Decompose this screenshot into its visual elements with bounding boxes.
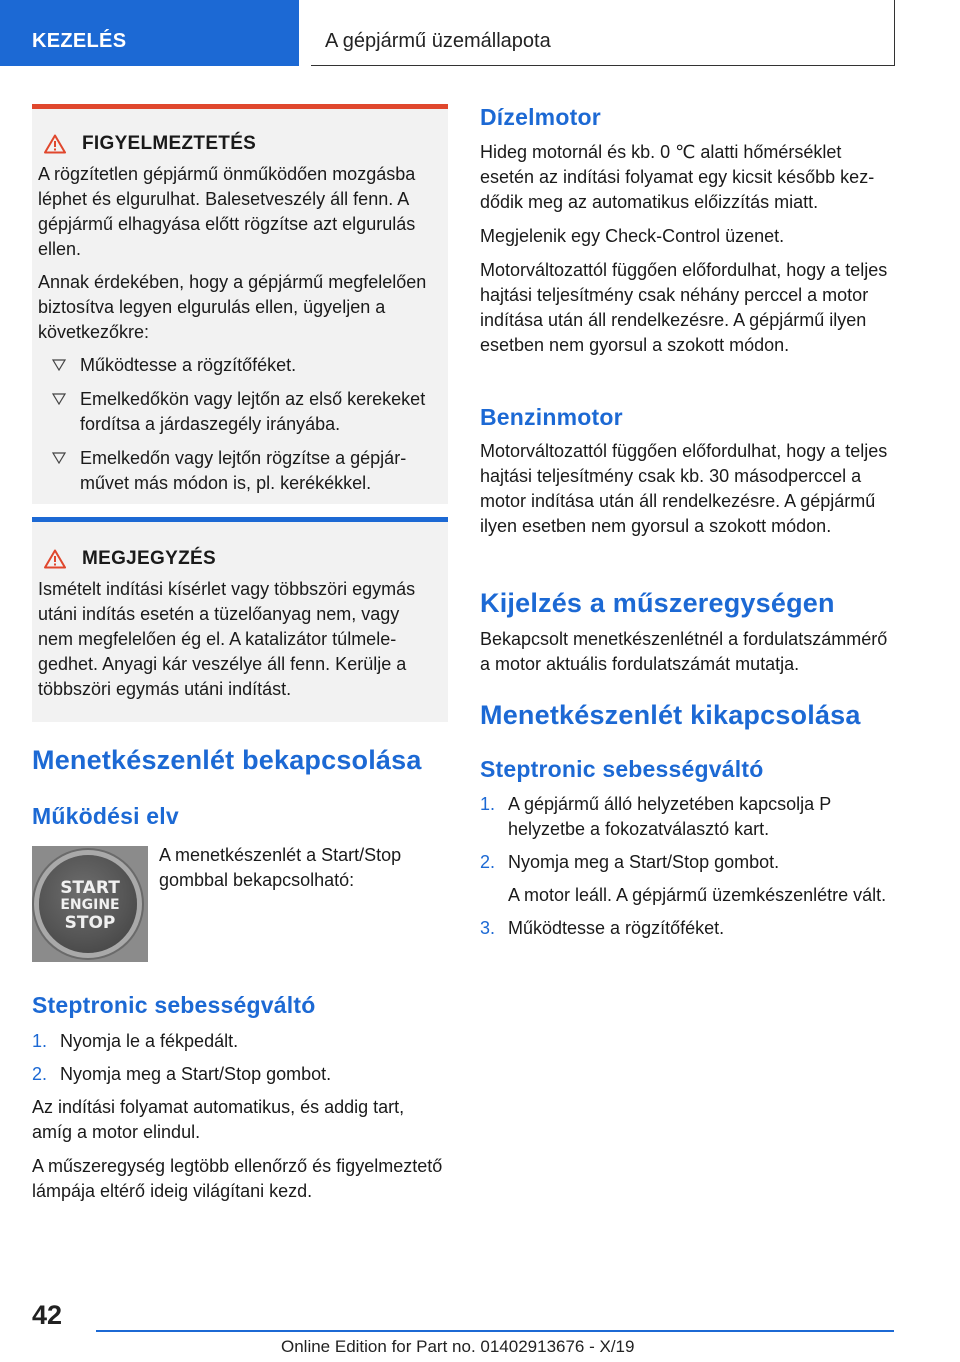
footer-edition: Online Edition for Part no. 01402913676 - X/19	[281, 1337, 635, 1356]
paragraph: A menetkészenlét a Start/Stop gombbal bekapcsolható:	[159, 845, 402, 890]
step-result-text: A motor leáll. A gépjármű üzemkészenlétre vált.	[508, 885, 887, 905]
step-text: Nyomja le a fékpedált.	[60, 1031, 239, 1051]
button-label: START	[60, 878, 120, 898]
subsection-heading: Működési elv	[32, 803, 179, 829]
section-heading: Menetkészenlét kikapcsolása	[480, 700, 861, 730]
step-number: 3.	[480, 918, 496, 938]
warning-paragraph: A rögzítetlen gépjármű önműködően mozgásba léphet és elgurulhat. Balesetveszély áll fenn. A gépjármű elhagyása előtt rögzítse azt elgurulás ellen.	[38, 164, 416, 259]
warning-triangle-icon	[44, 549, 66, 569]
page-header-title: A gépjármű üzemállapota	[311, 0, 895, 66]
paragraph: Megjelenik egy Check-Control üzenet.	[480, 226, 785, 246]
subsection-heading: Steptronic sebességváltó	[32, 992, 316, 1018]
paragraph: Motorváltozattól függően előfordulhat, hogy a teljes hajtási teljesítmény csak néhány perccel a motor indítása után áll rendelkezésre. A gépjármű ilyen esetben nem gyorsul a szokott módon.	[480, 260, 888, 355]
step-text: A gépjármű álló helyzetében kapcsolja P helyzetbe a fokozatválasztó kart.	[508, 794, 831, 839]
section-heading: Kijelzés a műszeregységen	[480, 588, 835, 618]
step-text: Nyomja meg a Start/Stop gombot.	[508, 852, 780, 872]
warning-title: FIGYELMEZTETÉS	[82, 133, 257, 154]
step-number: 2.	[32, 1064, 48, 1084]
step-text: Működtesse a rögzítőféket.	[508, 918, 725, 938]
display-text	[480, 627, 896, 686]
list-item-text: Működtesse a rögzítőféket.	[80, 355, 297, 375]
note-header	[44, 546, 436, 571]
step-number: 1.	[32, 1031, 48, 1051]
note-box	[32, 517, 448, 722]
chapter-tab: KEZELÉS	[0, 0, 299, 66]
note-paragraph: Ismételt indítási kísérlet vagy többszöri egymás utáni indítás esetén a tüzelőanyag nem, vagy nem megfelelően ég el. A katalizátor túlmelegedhet. Anyagi kár veszélye áll fenn. Kerülje a többszöri egymás utáni indítást.	[38, 579, 416, 699]
paragraph: A műszeregység legtöbb ellenőrző és figyelmeztető lámpája eltérő ideig világítani kezd.	[32, 1156, 443, 1201]
button-label: ENGINE	[60, 897, 120, 913]
note-title: MEGJEGYZÉS	[82, 548, 216, 569]
start-stop-button-image	[32, 846, 148, 962]
warning-box	[32, 104, 448, 504]
warning-list	[38, 353, 436, 496]
step-item	[32, 1062, 448, 1087]
bullet-triangle-icon	[52, 393, 66, 405]
step-list	[480, 792, 896, 941]
paragraph: Bekapcsolt menetkészenlétnél a fordulatszámmérő a motor aktuális fordulatszámát mutatja.	[480, 629, 888, 674]
bullet-triangle-icon	[52, 359, 66, 371]
steptronic-start-steps	[32, 1029, 448, 1213]
principle-text	[159, 843, 449, 902]
step-number: 2.	[480, 852, 496, 872]
warning-triangle-icon	[44, 134, 66, 154]
step-item	[32, 1029, 448, 1054]
warning-header	[44, 131, 436, 156]
subsection-heading: Dízelmotor	[480, 104, 601, 130]
subsection-heading: Steptronic sebességváltó	[480, 756, 764, 782]
paragraph: Hideg motornál és kb. 0 ℃ alatti hőmérséklet esetén az indítási folyamat egy kicsit később kezdődik meg az automatikus előizzítás miatt.	[480, 142, 875, 212]
page-number: 42	[32, 1300, 63, 1330]
step-number: 1.	[480, 794, 496, 814]
steptronic-stop-steps	[480, 792, 896, 949]
warning-list-item	[38, 353, 436, 378]
step-item	[480, 916, 896, 941]
subsection-heading: Benzinmotor	[480, 404, 623, 430]
step-item	[480, 850, 896, 908]
petrol-text	[480, 439, 896, 548]
warning-list-item	[38, 446, 436, 496]
paragraph: Az indítási folyamat automatikus, és addig tart, amíg a motor elindul.	[32, 1097, 405, 1142]
step-item	[480, 792, 896, 842]
button-label: STOP	[64, 913, 116, 933]
paragraph: Motorváltozattól függően előfordulhat, hogy a teljes hajtási teljesítmény csak kb. 30 másodperccel a motor indítása után áll rendelkezésre. A gépjármű ilyen esetben nem gyorsul a szokott módon.	[480, 441, 888, 536]
bullet-triangle-icon	[52, 452, 66, 464]
section-heading: Menetkészenlét bekapcsolása	[32, 745, 422, 775]
warning-list-item	[38, 387, 436, 437]
step-text: Nyomja meg a Start/Stop gombot.	[60, 1064, 332, 1084]
diesel-text	[480, 140, 896, 367]
list-item-text: Emelkedőkön vagy lejtőn az első kerekeket fordítsa a járdaszegély irányába.	[80, 389, 426, 434]
warning-paragraph: Annak érdekében, hogy a gépjármű megfelelően biztosítva legyen elgurulás ellen, ügyeljen a következőkre:	[38, 272, 427, 342]
footer-divider	[96, 1330, 894, 1332]
list-item-text: Emelkedőn vagy lejtőn rögzítse a gépjárművet más módon is, pl. kerékékkel.	[80, 448, 407, 493]
step-list	[32, 1029, 448, 1087]
